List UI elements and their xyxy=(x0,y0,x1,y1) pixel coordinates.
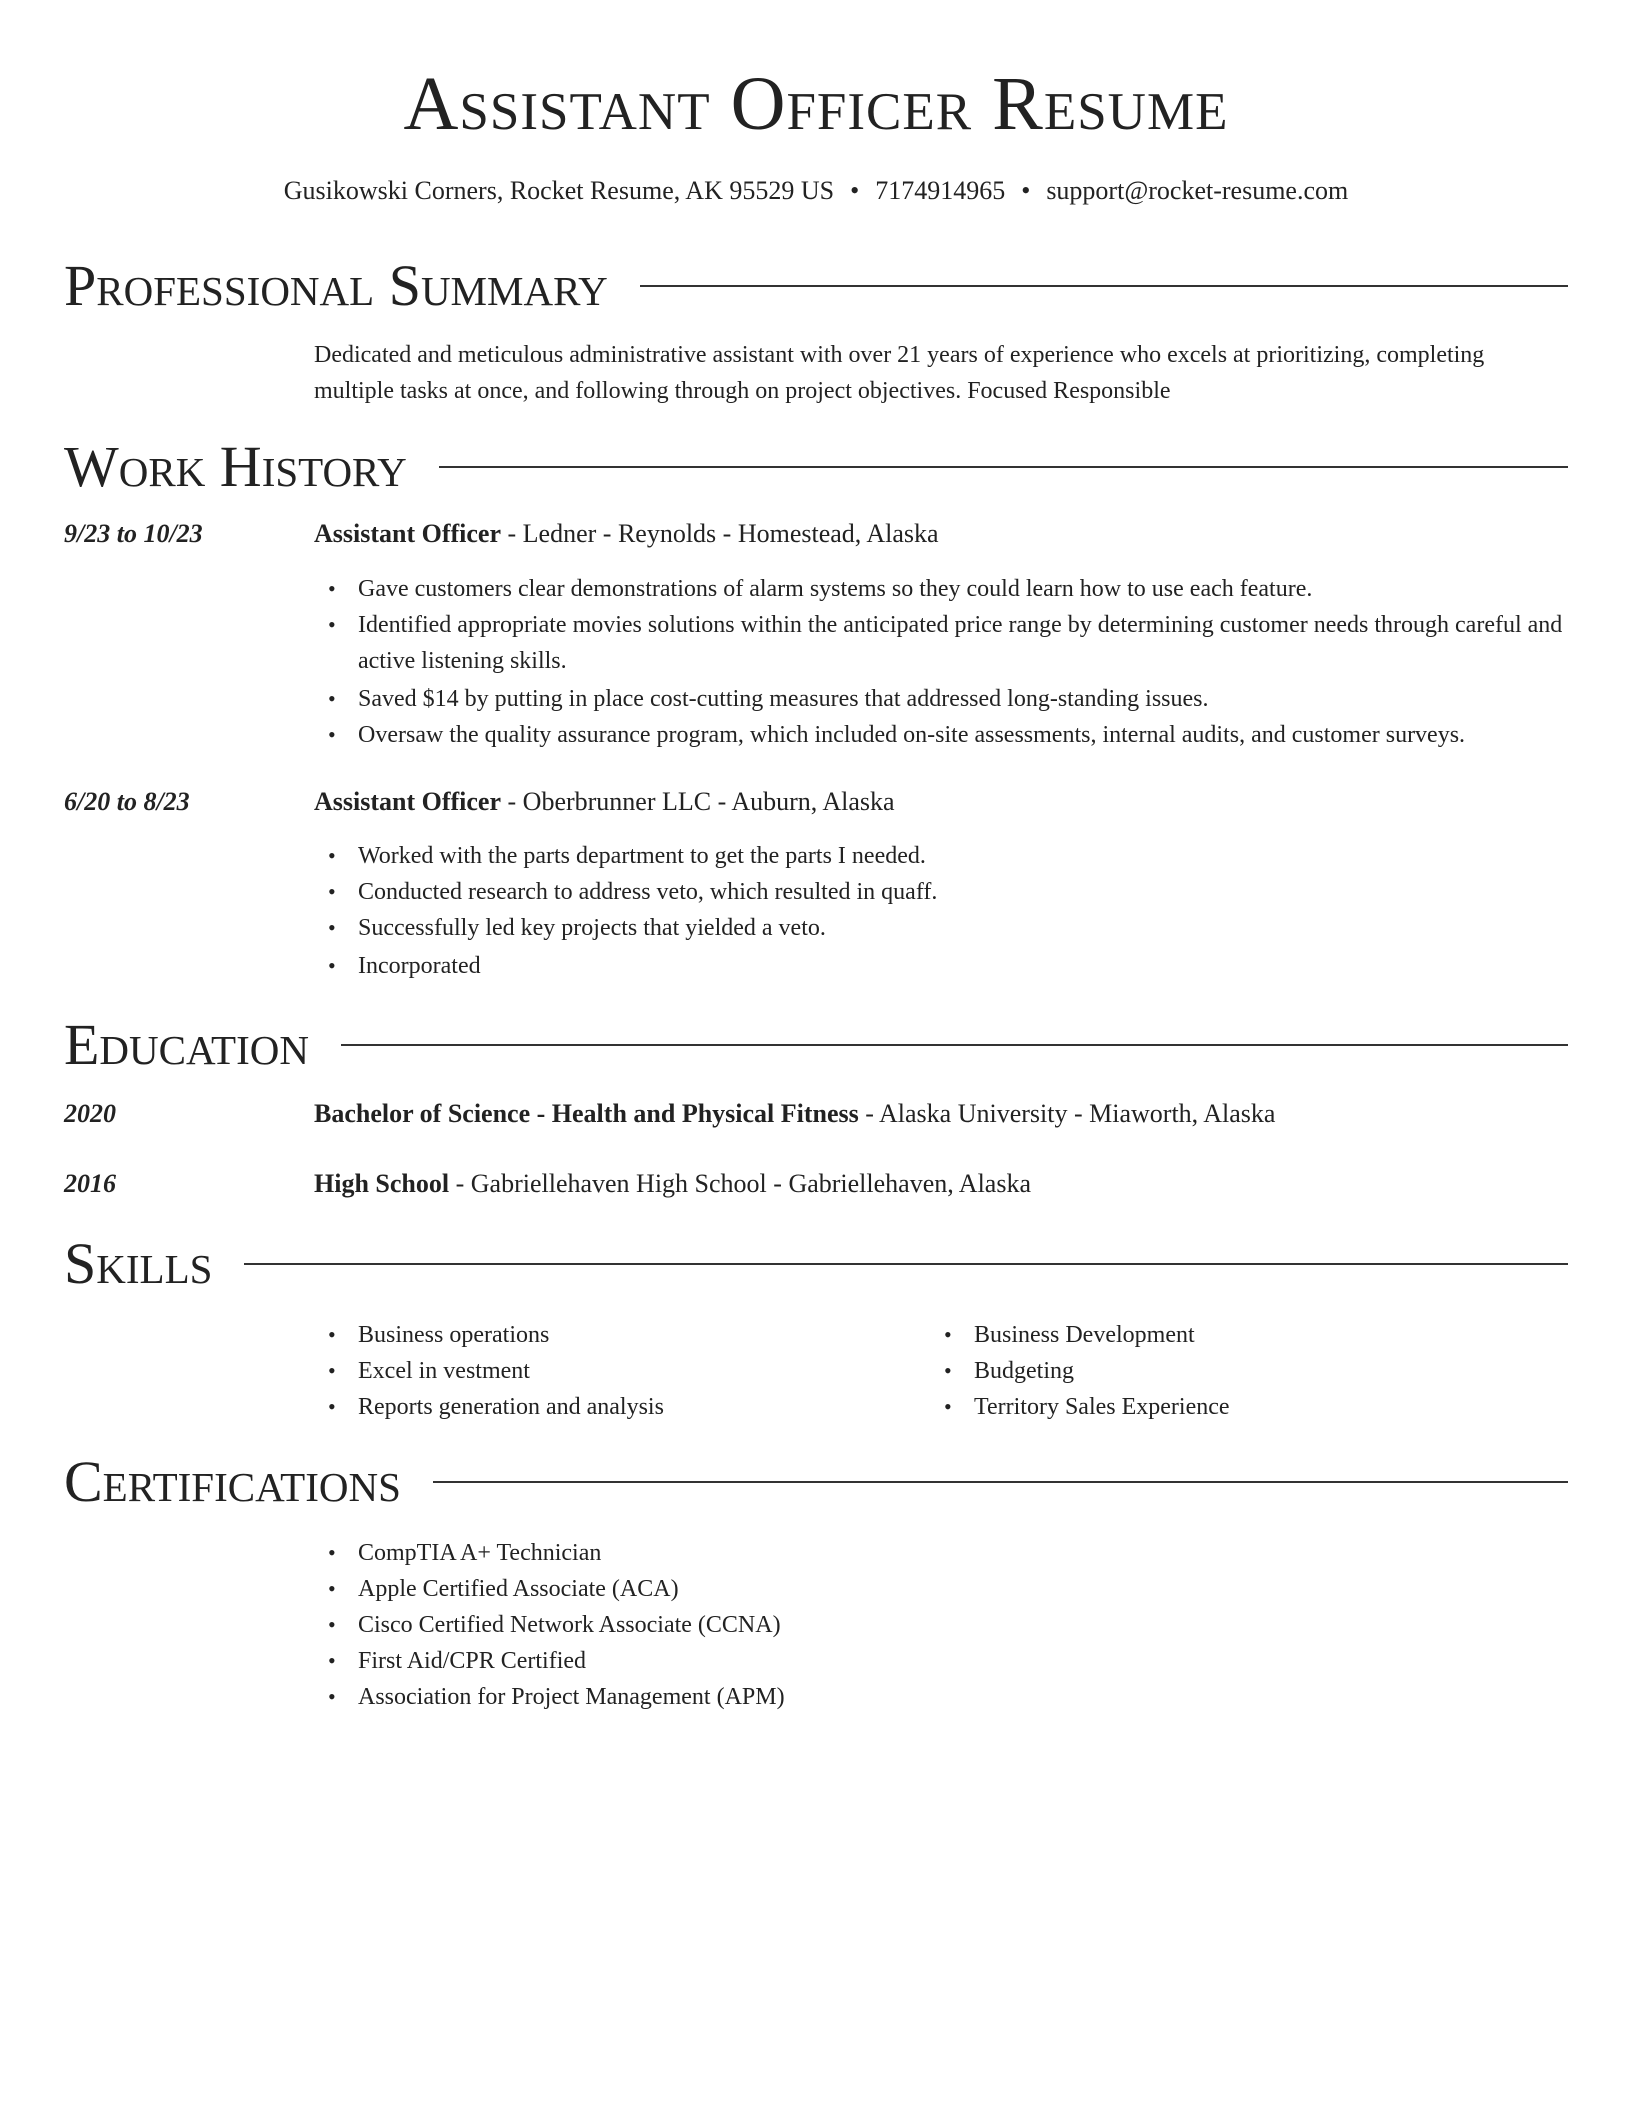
list-item: • Budgeting xyxy=(974,1353,1574,1389)
section-title: Certifications xyxy=(64,1449,401,1514)
list-item: • Apple Certified Associate (ACA) xyxy=(358,1571,1608,1607)
education-details: - Alaska University - Miaworth, Alaska xyxy=(858,1099,1276,1128)
list-item: • Incorporated xyxy=(358,948,1608,984)
job-bullets xyxy=(314,571,1608,753)
job-title: Assistant Officer xyxy=(314,787,502,816)
section-header-skills xyxy=(64,1228,1568,1300)
education-line xyxy=(314,1096,1275,1132)
list-item: • Cisco Certified Network Associate (CCNA) xyxy=(358,1607,1608,1643)
summary-text: Dedicated and meticulous administrative assistant with over 21 years of experience who excels at prioritizing, completing multiple tasks at once, and following through on project objectives. Focused Responsible xyxy=(314,342,1485,404)
education-details: - Gabriellehaven High School - Gabriellehaven, Alaska xyxy=(449,1169,1032,1198)
contact-separator: • xyxy=(1021,176,1031,205)
contact-line xyxy=(0,172,1632,210)
education-degree: High School xyxy=(314,1169,450,1198)
list-item: • Oversaw the quality assurance program, which included on-site assessments, internal audits, and customer surveys. xyxy=(358,717,1608,753)
section-title: Work History xyxy=(64,434,407,499)
list-item: • Reports generation and analysis xyxy=(358,1389,918,1425)
job-details: - Oberbrunner LLC - Auburn, Alaska xyxy=(501,787,895,816)
contact-separator: • xyxy=(850,176,860,205)
job-dates: 9/23 to 10/23 xyxy=(64,519,203,548)
list-item: • Worked with the parts department to get the parts I needed. xyxy=(358,838,1608,874)
section-title: Education xyxy=(64,1012,309,1077)
contact-email: support@rocket-resume.com xyxy=(1046,176,1349,205)
list-item: • First Aid/CPR Certified xyxy=(358,1643,1608,1679)
job-title: Assistant Officer xyxy=(314,519,502,548)
contact-address: Gusikowski Corners, Rocket Resume, AK 95529 US xyxy=(283,176,835,205)
section-title: Skills xyxy=(64,1231,213,1296)
job-title-line xyxy=(314,516,939,552)
section-title: Professional Summary xyxy=(64,253,608,318)
job-details: - Ledner - Reynolds - Homestead, Alaska xyxy=(501,519,939,548)
list-item: • Excel in vestment xyxy=(358,1353,918,1389)
section-divider xyxy=(244,1263,1568,1265)
list-item: • Saved $14 by putting in place cost-cutting measures that addressed long-standing issues. xyxy=(358,681,1608,717)
section-header-summary xyxy=(64,250,1568,322)
list-item: • Association for Project Management (APM) xyxy=(358,1679,1608,1715)
contact-phone: 7174914965 xyxy=(875,176,1006,205)
section-divider xyxy=(433,1481,1568,1483)
list-item: • Successfully led key projects that yielded a veto. xyxy=(358,910,1608,946)
section-header-work xyxy=(64,431,1568,503)
education-year: 2020 xyxy=(64,1099,116,1128)
job-title-line xyxy=(314,784,895,820)
resume-title: Assistant Officer Resume xyxy=(403,62,1229,146)
section-header-certifications xyxy=(64,1446,1568,1518)
section-divider xyxy=(439,466,1568,468)
section-divider xyxy=(341,1044,1568,1046)
skills-list-left xyxy=(314,1317,918,1425)
section-divider xyxy=(640,285,1568,287)
list-item: • Business operations xyxy=(358,1317,918,1353)
list-item: • CompTIA A+ Technician xyxy=(358,1535,1608,1571)
job-dates: 6/20 to 8/23 xyxy=(64,787,190,816)
section-header-education xyxy=(64,1009,1568,1081)
list-item: • Territory Sales Experience xyxy=(974,1389,1574,1425)
list-item: • Gave customers clear demonstrations of alarm systems so they could learn how to use each feature. xyxy=(358,571,1608,607)
education-line xyxy=(314,1166,1031,1202)
list-item: • Identified appropriate movies solutions within the anticipated price range by determining customer needs through careful and active listening skills. xyxy=(358,607,1608,679)
skills-list-right xyxy=(930,1317,1574,1425)
education-degree: Bachelor of Science - Health and Physical Fitness xyxy=(314,1099,859,1128)
job-bullets xyxy=(314,838,1608,984)
list-item: • Conducted research to address veto, which resulted in quaff. xyxy=(358,874,1608,910)
certifications-list xyxy=(314,1535,1608,1715)
education-year: 2016 xyxy=(64,1169,116,1198)
list-item: • Business Development xyxy=(974,1317,1574,1353)
